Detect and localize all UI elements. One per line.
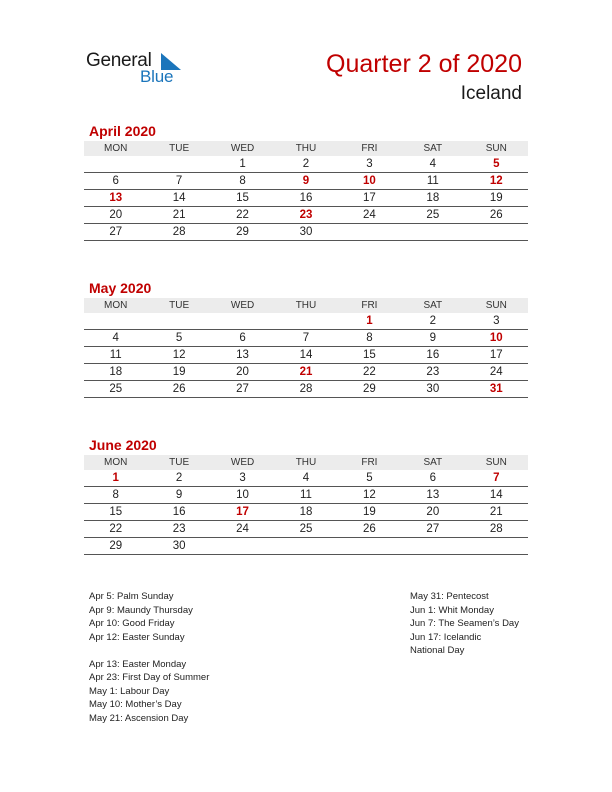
day-cell: 15 <box>338 347 401 364</box>
day-cell: 29 <box>84 538 147 555</box>
day-cell: 28 <box>465 521 528 538</box>
empty-day-cell <box>401 224 464 241</box>
day-cell: 2 <box>274 156 337 173</box>
day-cell: 5 <box>465 156 528 173</box>
day-cell: 17 <box>211 504 274 521</box>
day-cell: 17 <box>338 190 401 207</box>
holiday-item: May 21: Ascension Day <box>89 712 189 724</box>
weekday-wed: WED <box>211 455 274 470</box>
day-cell: 25 <box>274 521 337 538</box>
empty-day-cell <box>84 156 147 173</box>
holiday-item: Jun 17: Icelandic <box>410 631 482 643</box>
day-cell: 17 <box>465 347 528 364</box>
day-cell: 23 <box>147 521 210 538</box>
week-row <box>84 156 528 173</box>
day-cell: 16 <box>401 347 464 364</box>
month-may <box>84 278 528 398</box>
empty-day-cell <box>274 313 337 330</box>
weekday-sun: SUN <box>465 141 528 156</box>
day-cell: 2 <box>147 470 210 487</box>
holiday-item: Apr 9: Maundy Thursday <box>89 604 193 616</box>
day-cell: 16 <box>147 504 210 521</box>
day-cell: 8 <box>211 173 274 190</box>
weekday-thu: THU <box>274 455 337 470</box>
day-cell: 8 <box>84 487 147 504</box>
week-row <box>84 470 528 487</box>
day-cell: 1 <box>84 470 147 487</box>
empty-day-cell <box>274 538 337 555</box>
day-cell: 7 <box>274 330 337 347</box>
quarter-title: Quarter 2 of 2020 <box>326 50 522 78</box>
empty-day-cell <box>211 313 274 330</box>
day-cell: 26 <box>338 521 401 538</box>
week-row <box>84 330 528 347</box>
day-cell: 21 <box>465 504 528 521</box>
holiday-item: Jun 1: Whit Monday <box>410 604 494 616</box>
day-cell: 10 <box>211 487 274 504</box>
day-cell: 4 <box>274 470 337 487</box>
calendar-table <box>84 141 528 241</box>
day-cell: 23 <box>401 364 464 381</box>
day-cell: 4 <box>401 156 464 173</box>
day-cell: 23 <box>274 207 337 224</box>
holiday-item: May 10: Mother’s Day <box>89 699 182 710</box>
day-cell: 19 <box>147 364 210 381</box>
day-cell: 26 <box>147 381 210 398</box>
weekday-mon: MON <box>84 298 147 313</box>
day-cell: 14 <box>465 487 528 504</box>
empty-day-cell <box>147 313 210 330</box>
day-cell: 24 <box>465 364 528 381</box>
calendar-table <box>84 298 528 398</box>
week-row <box>84 364 528 381</box>
holiday-item: Apr 10: Good Friday <box>89 618 175 629</box>
day-cell: 27 <box>211 381 274 398</box>
day-cell: 30 <box>401 381 464 398</box>
day-cell: 24 <box>338 207 401 224</box>
logo-text-general: General <box>86 50 152 71</box>
day-cell: 20 <box>401 504 464 521</box>
day-cell: 16 <box>274 190 337 207</box>
day-cell: 22 <box>338 364 401 381</box>
day-cell: 28 <box>274 381 337 398</box>
week-row <box>84 207 528 224</box>
brand-logo <box>86 50 196 90</box>
empty-day-cell <box>338 538 401 555</box>
day-cell: 15 <box>211 190 274 207</box>
day-cell: 1 <box>338 313 401 330</box>
day-cell: 19 <box>465 190 528 207</box>
holiday-item: Apr 23: First Day of Summer <box>89 672 210 683</box>
week-row <box>84 224 528 241</box>
day-cell: 6 <box>401 470 464 487</box>
holiday-item: Apr 13: Easter Monday <box>89 658 187 670</box>
day-cell: 29 <box>338 381 401 398</box>
day-cell: 25 <box>401 207 464 224</box>
weekday-wed: WED <box>211 298 274 313</box>
empty-day-cell <box>465 538 528 555</box>
holiday-item: May 31: Pentecost <box>410 591 489 602</box>
weekday-thu: THU <box>274 141 337 156</box>
day-cell: 14 <box>147 190 210 207</box>
day-cell: 22 <box>84 521 147 538</box>
day-cell: 22 <box>211 207 274 224</box>
day-cell: 5 <box>338 470 401 487</box>
week-row <box>84 190 528 207</box>
day-cell: 13 <box>84 190 147 207</box>
day-cell: 20 <box>84 207 147 224</box>
holiday-item: National Day <box>410 645 465 656</box>
week-row <box>84 538 528 555</box>
day-cell: 31 <box>465 381 528 398</box>
empty-day-cell <box>84 313 147 330</box>
week-row <box>84 347 528 364</box>
day-cell: 11 <box>274 487 337 504</box>
day-cell: 19 <box>338 504 401 521</box>
day-cell: 9 <box>147 487 210 504</box>
week-row <box>84 487 528 504</box>
weekday-wed: WED <box>211 141 274 156</box>
week-row <box>84 504 528 521</box>
weekday-header-row <box>84 298 528 313</box>
day-cell: 14 <box>274 347 337 364</box>
weekday-fri: FRI <box>338 455 401 470</box>
week-row <box>84 381 528 398</box>
day-cell: 4 <box>84 330 147 347</box>
day-cell: 15 <box>84 504 147 521</box>
day-cell: 13 <box>401 487 464 504</box>
weekday-header-row <box>84 455 528 470</box>
day-cell: 9 <box>274 173 337 190</box>
day-cell: 27 <box>84 224 147 241</box>
day-cell: 30 <box>147 538 210 555</box>
week-row <box>84 173 528 190</box>
empty-day-cell <box>401 538 464 555</box>
weekday-tue: TUE <box>147 141 210 156</box>
holiday-item: Apr 5: Palm Sunday <box>89 591 174 602</box>
day-cell: 26 <box>465 207 528 224</box>
day-cell: 20 <box>211 364 274 381</box>
week-row <box>84 521 528 538</box>
day-cell: 10 <box>465 330 528 347</box>
holiday-item: May 1: Labour Day <box>89 685 170 697</box>
empty-day-cell <box>465 224 528 241</box>
list-spacer <box>89 644 209 658</box>
day-cell: 18 <box>84 364 147 381</box>
day-cell: 9 <box>401 330 464 347</box>
holiday-item: Apr 12: Easter Sunday <box>89 631 185 643</box>
day-cell: 30 <box>274 224 337 241</box>
empty-day-cell <box>211 538 274 555</box>
day-cell: 24 <box>211 521 274 538</box>
day-cell: 25 <box>84 381 147 398</box>
day-cell: 27 <box>401 521 464 538</box>
weekday-sun: SUN <box>465 298 528 313</box>
weekday-sat: SAT <box>401 455 464 470</box>
weekday-fri: FRI <box>338 141 401 156</box>
day-cell: 12 <box>465 173 528 190</box>
weekday-sat: SAT <box>401 298 464 313</box>
day-cell: 21 <box>147 207 210 224</box>
country-name: Iceland <box>460 83 522 104</box>
day-cell: 18 <box>401 190 464 207</box>
day-cell: 28 <box>147 224 210 241</box>
day-cell: 21 <box>274 364 337 381</box>
holiday-list-right <box>410 590 519 658</box>
weekday-tue: TUE <box>147 455 210 470</box>
day-cell: 6 <box>211 330 274 347</box>
week-row <box>84 313 528 330</box>
empty-day-cell <box>147 156 210 173</box>
day-cell: 3 <box>338 156 401 173</box>
day-cell: 18 <box>274 504 337 521</box>
day-cell: 7 <box>465 470 528 487</box>
calendar-table <box>84 455 528 555</box>
empty-day-cell <box>338 224 401 241</box>
month-title: June 2020 <box>89 437 157 453</box>
holiday-list-left <box>89 590 209 725</box>
weekday-mon: MON <box>84 455 147 470</box>
day-cell: 3 <box>465 313 528 330</box>
weekday-tue: TUE <box>147 298 210 313</box>
day-cell: 12 <box>147 347 210 364</box>
day-cell: 12 <box>338 487 401 504</box>
month-title: May 2020 <box>89 280 152 296</box>
day-cell: 1 <box>211 156 274 173</box>
day-cell: 10 <box>338 173 401 190</box>
day-cell: 29 <box>211 224 274 241</box>
weekday-sat: SAT <box>401 141 464 156</box>
day-cell: 6 <box>84 173 147 190</box>
day-cell: 2 <box>401 313 464 330</box>
month-title: April 2020 <box>89 123 156 139</box>
month-june <box>84 435 528 555</box>
day-cell: 8 <box>338 330 401 347</box>
weekday-sun: SUN <box>465 455 528 470</box>
logo-text-blue: Blue <box>140 67 174 86</box>
day-cell: 13 <box>211 347 274 364</box>
holiday-item: Jun 7: The Seamen’s Day <box>410 618 519 629</box>
weekday-mon: MON <box>84 141 147 156</box>
month-april <box>84 121 528 241</box>
weekday-thu: THU <box>274 298 337 313</box>
day-cell: 3 <box>211 470 274 487</box>
weekday-fri: FRI <box>338 298 401 313</box>
day-cell: 7 <box>147 173 210 190</box>
weekday-header-row <box>84 141 528 156</box>
day-cell: 5 <box>147 330 210 347</box>
day-cell: 11 <box>401 173 464 190</box>
day-cell: 11 <box>84 347 147 364</box>
